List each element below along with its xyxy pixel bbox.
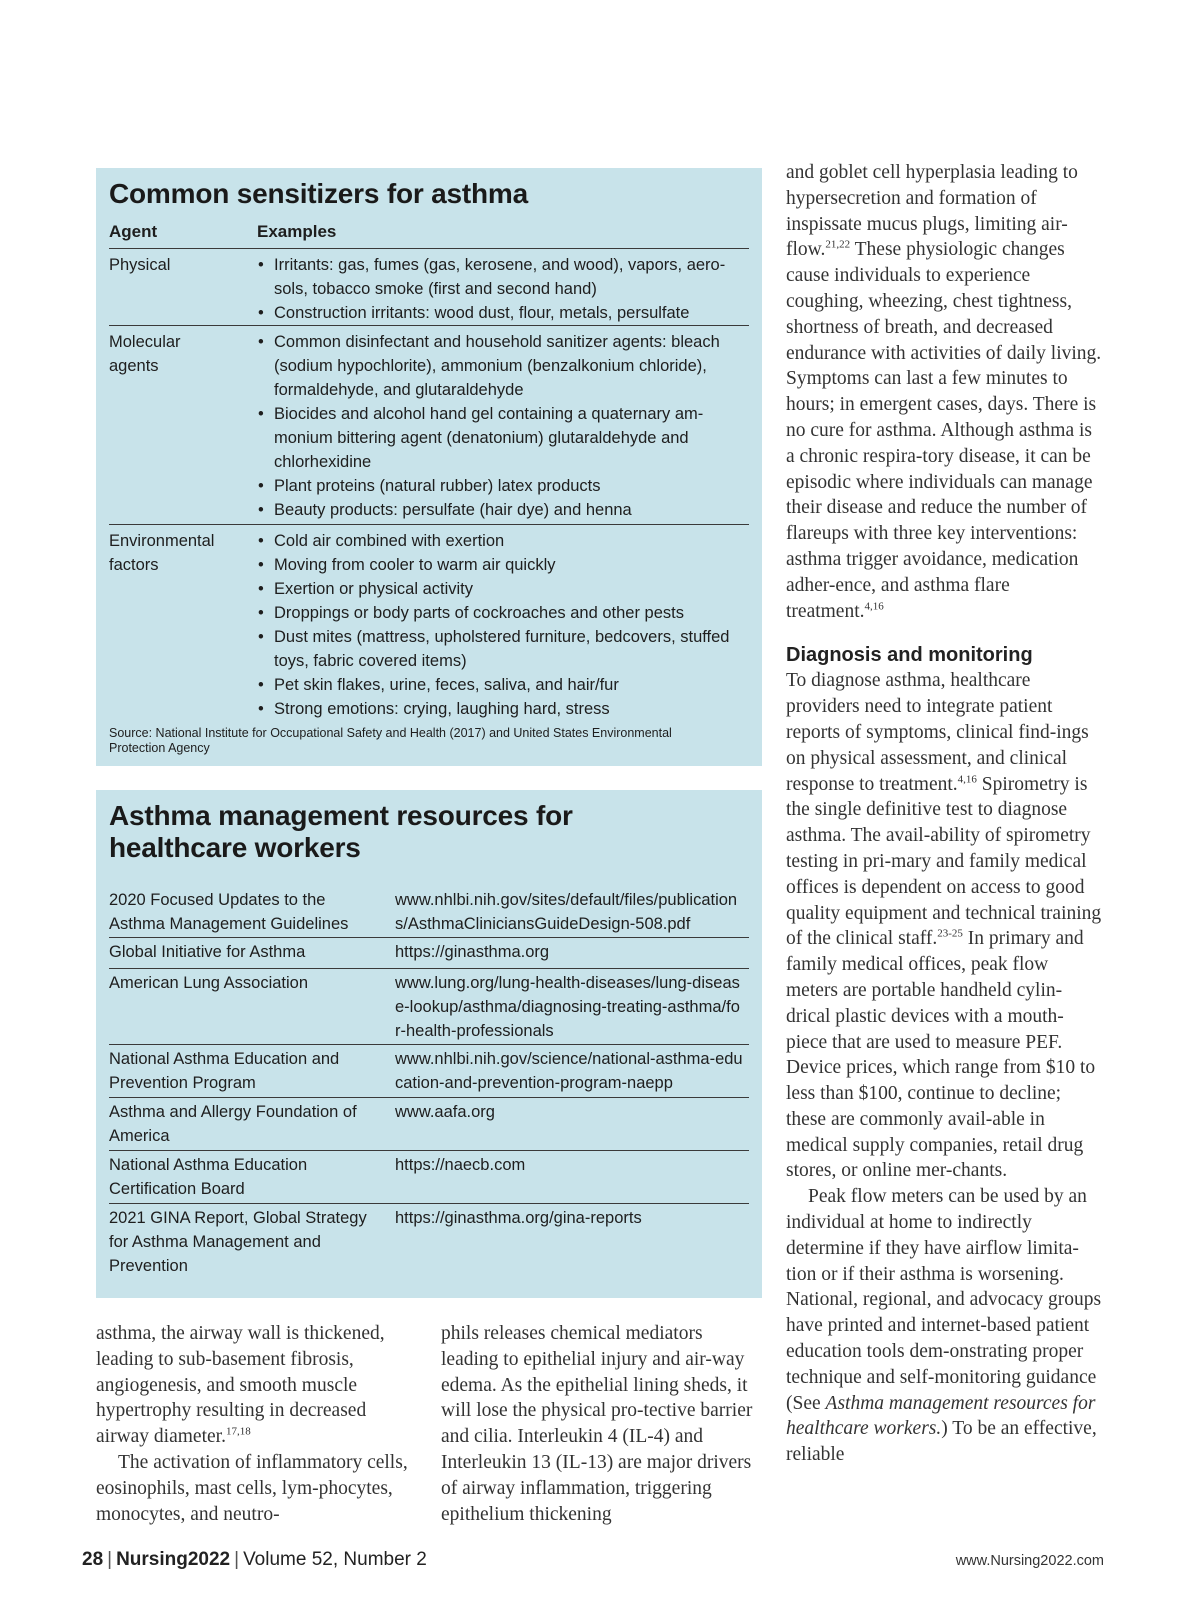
footer-separator: |	[234, 1549, 240, 1570]
agent-cell: Physical	[109, 256, 171, 274]
table-row	[109, 938, 749, 969]
list-item: • Irritants: gas, fumes (gas, kerosene, and wood), vapors, aero-sols, tobacco smoke (first and second hand)	[257, 253, 749, 301]
website-link[interactable]: www.Nursing2022.com	[955, 1553, 1104, 1569]
page-number: 28	[82, 1549, 104, 1570]
resource-name: Asthma and Allergy Foundation of America	[109, 1103, 357, 1145]
body-paragraph	[786, 160, 1104, 624]
citation: 21,22	[825, 238, 851, 251]
table-row	[109, 1151, 749, 1204]
resource-url[interactable]: https://ginasthma.org	[395, 943, 550, 961]
table-row	[109, 1045, 749, 1098]
list-item: • Strong emotions: crying, laughing hard, stress	[257, 697, 749, 721]
resource-name: National Asthma Education and Prevention Program	[109, 1050, 340, 1092]
agent-cell: Environmental factors	[109, 532, 215, 574]
citation: 4,16	[864, 600, 884, 613]
list-item: • Biocides and alcohol hand gel containing a quaternary am-monium bittering agent (denatonium) glutaraldehyde and chlorhexidine	[257, 402, 749, 474]
text-run: To diagnose asthma, healthcare providers need to integrate patient reports of symptoms, clinical find-ings on physical assessment, and clinical response to treatment.	[786, 670, 1089, 795]
resource-url[interactable]: www.nhlbi.nih.gov/sites/default/files/publications/AsthmaCliniciansGuideDesign-508.pdf	[395, 891, 738, 933]
examples-list	[257, 529, 749, 721]
resource-url[interactable]: www.aafa.org	[395, 1103, 495, 1121]
cross-reference: Asthma management resources for healthcare workers.	[786, 1392, 1096, 1440]
resource-name: American Lung Association	[109, 974, 309, 992]
list-item: • Beauty products: persulfate (hair dye) and henna	[257, 498, 749, 522]
resource-url[interactable]: https://ginasthma.org/gina-reports	[395, 1209, 642, 1227]
text-run: In primary and family medical offices, peak flow meters are portable handheld cylin-drical plastic devices with a mouth-piece that are used to measure PEF. Device prices, which range from $10 to less than $100, continue to decline; these are commonly avail-able in medical supply companies, retail drug stores, or online mer-chants.	[786, 928, 1096, 1182]
body-paragraph: phils releases chemical mediators leading to epithelial injury and air-way edema. As the epithelial lining sheds, it will lose the physical pro-tective barrier and cilia. Interleukin 4 (IL-4) and Interleukin 13 (IL-13) are major drivers of airway inflammation, triggering epithelium thickening	[441, 1323, 753, 1525]
table-row	[109, 326, 749, 525]
list-item: • Pet skin flakes, urine, feces, saliva, and hair/fur	[257, 673, 749, 697]
sensitizers-title: Common sensitizers for asthma	[109, 178, 528, 209]
citation: 17,18	[225, 1425, 251, 1438]
resource-name: 2021 GINA Report, Global Strategy for Asthma Management and Prevention	[109, 1209, 367, 1275]
list-item: • Construction irritants: wood dust, flour, metals, persulfate	[257, 301, 749, 325]
section-heading: Diagnosis and monitoring	[786, 644, 1033, 667]
table-row	[109, 249, 749, 326]
list-item: • Moving from cooler to warm air quickly	[257, 553, 749, 577]
resources-sidebar	[96, 790, 762, 1298]
resource-name: 2020 Focused Updates to the Asthma Management Guidelines	[109, 891, 349, 933]
body-paragraph	[96, 1321, 416, 1450]
header-examples: Examples	[257, 222, 337, 241]
header-agent: Agent	[109, 222, 158, 241]
list-item: • Dust mites (mattress, upholstered furniture, bedcovers, stuffed toys, fabric covered items)	[257, 625, 749, 673]
examples-list	[257, 253, 749, 325]
examples-list	[257, 330, 749, 522]
list-item: • Plant proteins (natural rubber) latex products	[257, 474, 749, 498]
body-paragraph	[786, 1184, 1104, 1468]
table-row	[109, 525, 749, 718]
text-run: These physiologic changes cause individuals to experience coughing, wheezing, chest tightness, shortness of breath, and decreased endurance with activities of daily living. Symptoms can last a few minutes to hours; in emergent cases, days. There is no cure for asthma. Although asthma is a chronic respira-tory disease, it can be episodic where individuals can manage their disease and reduce the number of flareups with three key interventions: asthma trigger avoidance, medication adher-ence, and asthma flare treatment.	[786, 239, 1102, 622]
resource-url[interactable]: https://naecb.com	[395, 1156, 526, 1174]
sensitizers-sidebar	[96, 168, 762, 766]
source-note: Source: National Institute for Occupational Safety and Health (2017) and United States Environmental Protection Agency	[109, 726, 672, 755]
resource-name: Global Initiative for Asthma	[109, 943, 306, 961]
volume-info: Volume 52, Number 2	[243, 1549, 427, 1570]
table-row	[109, 886, 749, 938]
list-item: • Exertion or physical activity	[257, 577, 749, 601]
list-item: • Cold air combined with exertion	[257, 529, 749, 553]
table-row	[109, 969, 749, 1045]
citation: 4,16	[957, 773, 977, 786]
text-run: asthma, the airway wall is thickened, leading to sub-basement fibrosis, angiogenesis, and smooth muscle hypertrophy resulting in decreased airway diameter.	[96, 1323, 385, 1448]
middle-text-column	[441, 1321, 763, 1527]
footer-separator: |	[107, 1549, 113, 1570]
table-row	[109, 1098, 749, 1151]
page-footer	[82, 1549, 427, 1571]
journal-name: Nursing2022	[116, 1549, 231, 1570]
right-text-column	[786, 160, 1104, 1468]
sensitizers-table-header	[109, 220, 749, 249]
resource-url[interactable]: www.nhlbi.nih.gov/science/national-asthma-education-and-prevention-program-naepp	[395, 1050, 743, 1092]
text-run: Peak flow meters can be used by an individual at home to indirectly determine if they have airflow limita-tion or if their asthma is worsening. National, regional, and advocacy groups have printed and internet-based patient education tools dem-onstrating proper technique and self-monitoring guidance (See	[786, 1186, 1102, 1414]
left-text-column	[96, 1321, 416, 1527]
resources-title: Asthma management resources for healthcare workers	[109, 800, 573, 863]
resource-url[interactable]: www.lung.org/lung-health-diseases/lung-disease-lookup/asthma/diagnosing-treating-asthma/for-health-professionals	[395, 974, 740, 1040]
body-paragraph: The activation of inflammatory cells, eosinophils, mast cells, lym-phocytes, monocytes, and neutro-	[96, 1451, 408, 1525]
resource-name: National Asthma Education Certification Board	[109, 1156, 308, 1198]
text-run: and goblet cell hyperplasia leading to hypersecretion and formation of inspissate mucus plugs, limiting air-flow.	[786, 162, 1078, 261]
body-paragraph	[786, 668, 1104, 1184]
table-row	[109, 1204, 749, 1284]
list-item: • Droppings or body parts of cockroaches and other pests	[257, 601, 749, 625]
citation: 23-25	[937, 927, 963, 940]
agent-cell: Molecular agents	[109, 333, 181, 375]
list-item: • Common disinfectant and household sanitizer agents: bleach (sodium hypochlorite), ammonium (benzalkonium chloride), formaldehyde, and glutaraldehyde	[257, 330, 749, 402]
text-run: ) To be an effective, reliable	[786, 1418, 1097, 1466]
text-run: Spirometry is the single definitive test to diagnose asthma. The avail-ability of spirometry testing in pri-mary and family medical offices is dependent on access to good quality equipment and technical training of the clinical staff.	[786, 773, 1102, 950]
